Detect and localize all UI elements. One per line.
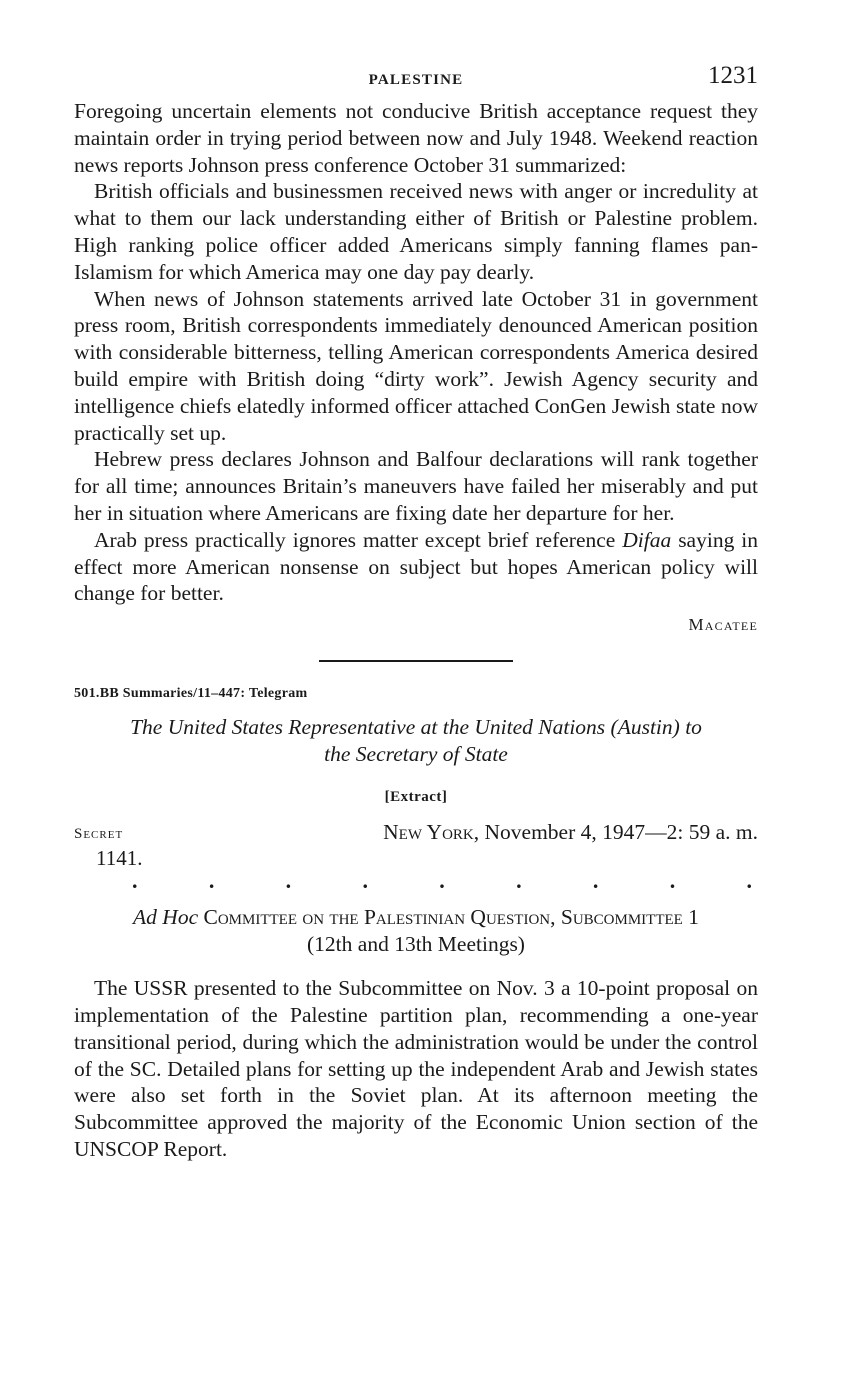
heading-italic: Ad Hoc bbox=[133, 905, 199, 930]
section-heading-line-1 bbox=[74, 904, 758, 931]
page-number: 1231 bbox=[708, 62, 758, 89]
running-head bbox=[74, 62, 758, 98]
dateline-row bbox=[74, 820, 758, 870]
omission-dot: . bbox=[746, 868, 752, 894]
paragraph-2: British officials and businessmen received news with anger or incredulity at what to them our lack understanding either of British or Palestine problem. High ranking police officer added Americans simply fanning flames pan-Islamism for which America may one day pay dearly. bbox=[74, 179, 758, 284]
section-heading bbox=[74, 904, 758, 957]
omission-dot: . bbox=[362, 868, 368, 894]
dateline-date: , November 4, 1947—2: 59 a. m. bbox=[473, 820, 758, 845]
omission-dot: . bbox=[516, 868, 522, 894]
paragraph-5-text-a: Arab press practically ignores matter except brief reference bbox=[94, 527, 623, 552]
paragraph-4: Hebrew press declares Johnson and Balfour declarations will rank together for all time; announces Britain’s maneuvers have failed her miserably and put her in situation where Americans are fixing date her departure for her. bbox=[74, 447, 758, 525]
telegram-continuation bbox=[74, 98, 758, 607]
heading-caps: Committee on the Palestinian Question, Subcommittee 1 bbox=[198, 905, 699, 930]
signature: Macatee bbox=[688, 615, 758, 635]
telegram-number: 1141. bbox=[96, 846, 143, 871]
paragraph-5-text-b: saying in effect more American nonsense on subject but hopes American policy will change for better. bbox=[74, 527, 758, 606]
classification: Secret bbox=[74, 826, 124, 843]
document-page bbox=[74, 62, 758, 1163]
summary-paragraph: The USSR presented to the Subcommittee on Nov. 3 a 10-point proposal on implementation of the Palestine partition plan, recommending a one-year transitional period, during which the administration would be under the control of the SC. Detailed plans for setting up the independent Arab and Jewish states were also set forth in the Soviet plan. At its afternoon meeting the Subcommittee approved the majority of the Economic Union section of the UNSCOP Report. bbox=[74, 976, 758, 1161]
paragraph-5 bbox=[74, 527, 758, 607]
section-heading-line-2: (12th and 13th Meetings) bbox=[307, 931, 525, 956]
document-title-line-1: The United States Representative at the United Nations (Austin) to bbox=[130, 715, 702, 740]
document-title bbox=[74, 714, 758, 767]
paragraph-3: When news of Johnson statements arrived late October 31 in government press room, British correspondents immediately denounced American position with considerable bitterness, telling American correspondents America desired build empire with British doing “dirty work”. Jewish Agency security and intelligence chiefs elatedly informed officer attached ConGen Jewish state now practically set up. bbox=[74, 286, 758, 445]
summary bbox=[74, 975, 758, 1163]
file-reference: 501.BB Summaries/11–447: Telegram bbox=[74, 686, 308, 702]
newspaper-name: Difaa bbox=[622, 527, 672, 552]
omission-dot: . bbox=[208, 868, 215, 894]
section-divider bbox=[319, 660, 513, 662]
extract-label: [Extract] bbox=[384, 789, 448, 806]
dateline bbox=[383, 820, 758, 845]
omission-dot: . bbox=[285, 868, 292, 894]
omission-dot: . bbox=[439, 868, 445, 894]
paragraph-1: Foregoing uncertain elements not conducive British acceptance request they maintain order in trying period between now and July 1948. Weekend reaction news reports Johnson press conference October 31 summarized: bbox=[74, 99, 758, 177]
omission-dot: . bbox=[132, 868, 138, 894]
running-title: PALESTINE bbox=[368, 72, 464, 88]
dateline-place: New York bbox=[383, 820, 474, 845]
omission-dot: . bbox=[592, 868, 599, 894]
omission-marks bbox=[74, 868, 758, 896]
document-title-line-2: the Secretary of State bbox=[324, 741, 508, 766]
omission-dot: . bbox=[669, 868, 676, 894]
